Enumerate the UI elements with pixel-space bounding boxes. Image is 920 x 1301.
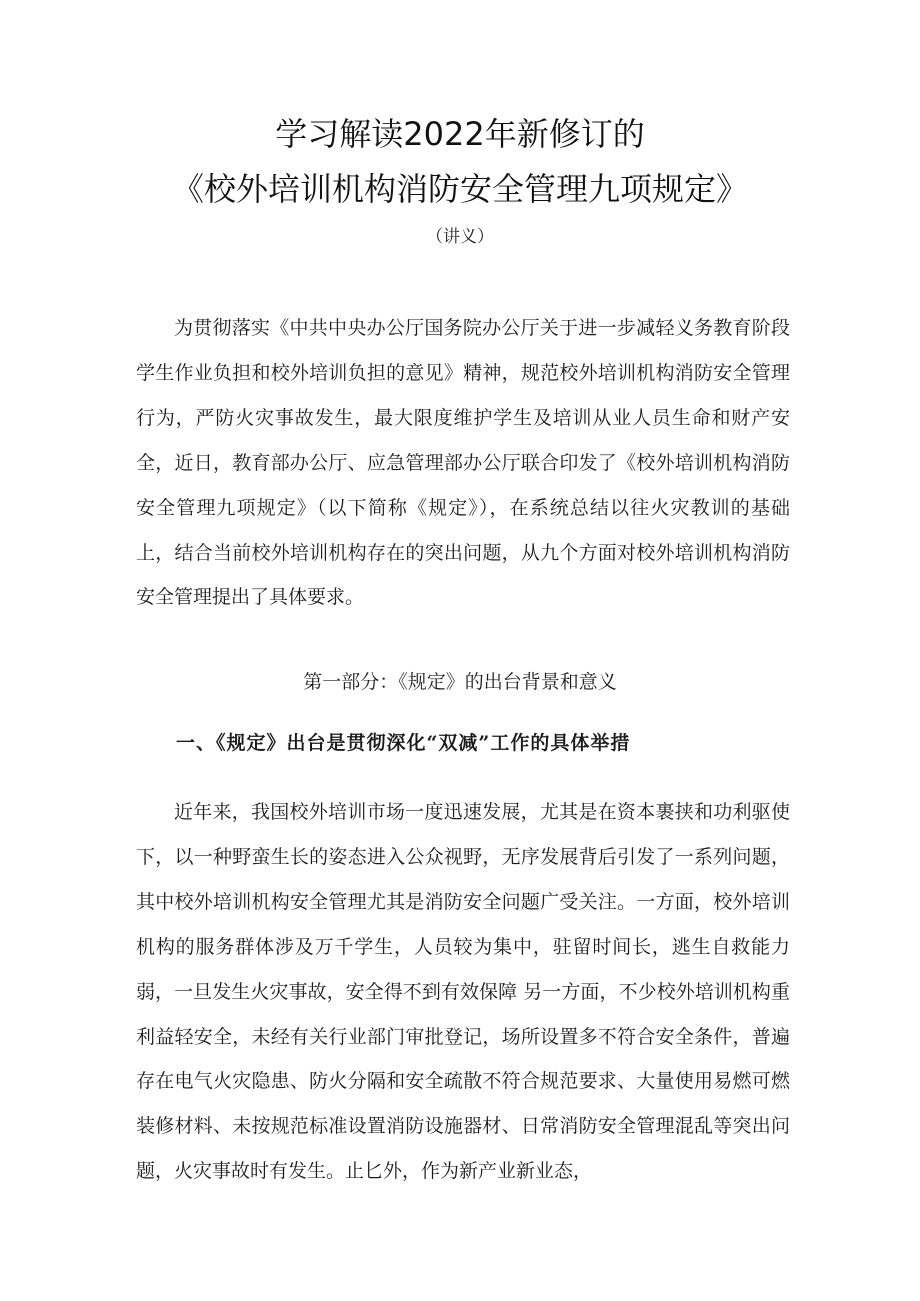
section-heading: 一、《规定》出台是贯彻深化“双减”工作的具体举措 <box>176 732 631 754</box>
document-title-line-2: 《校外培训机构消防安全管理九项规定》 <box>171 170 748 208</box>
intro-paragraph: 为贯彻落实《中共中央办公厅国务院办公厅关于进一步减轻义务教育阶段学生作业负担和校外培训负担的意见》精神，规范校外培训机构消防安全管理行为，严防火灾事故发生，最大限度维护学生及培训从业人员生命和财产安全，近日，教育部办公厅、应急管理部办公厅联合印发了《校外培训机构消防安全管理九项规定》（以下简称《规定》），在系统总结以往火灾教训的基础上，结合当前校外培训机构存在的突出问题，从九个方面对校外培训机构消防安全管理提出了具体要求。 <box>136 317 790 609</box>
document-title-line-1: 学习解读2022年新修订的 <box>275 115 645 153</box>
document-subtitle: （讲义） <box>426 227 494 247</box>
part-heading: 第一部分：《规定》的出台背景和意义 <box>303 671 617 693</box>
body-paragraph: 近年来，我国校外培训市场一度迅速发展，尤其是在资本裹挟和功利驱使下，以一种野蛮生长的姿态进入公众视野，无序发展背后引发了一系列问题，其中校外培训机构安全管理尤其是消防安全问题广受关注。一方面，校外培训机构的服务群体涉及万千学生，人员较为集中，驻留时间长，逃生自救能力弱，一旦发生火灾事故，安全得不到有效保障 另一方面，不少校外培训机构重利益轻安全，未经有关行业部门审批登记，场所设置多不符合安全条件，普遍存在电气火灾隐患、防火分隔和安全疏散不符合规范要求、大量使用易燃可燃装修材料、未按规范标准设置消防设施器材、日常消防安全管理混乱等突出问题，火灾事故时有发生。止匕外，作为新产业新业态， <box>136 801 790 1183</box>
